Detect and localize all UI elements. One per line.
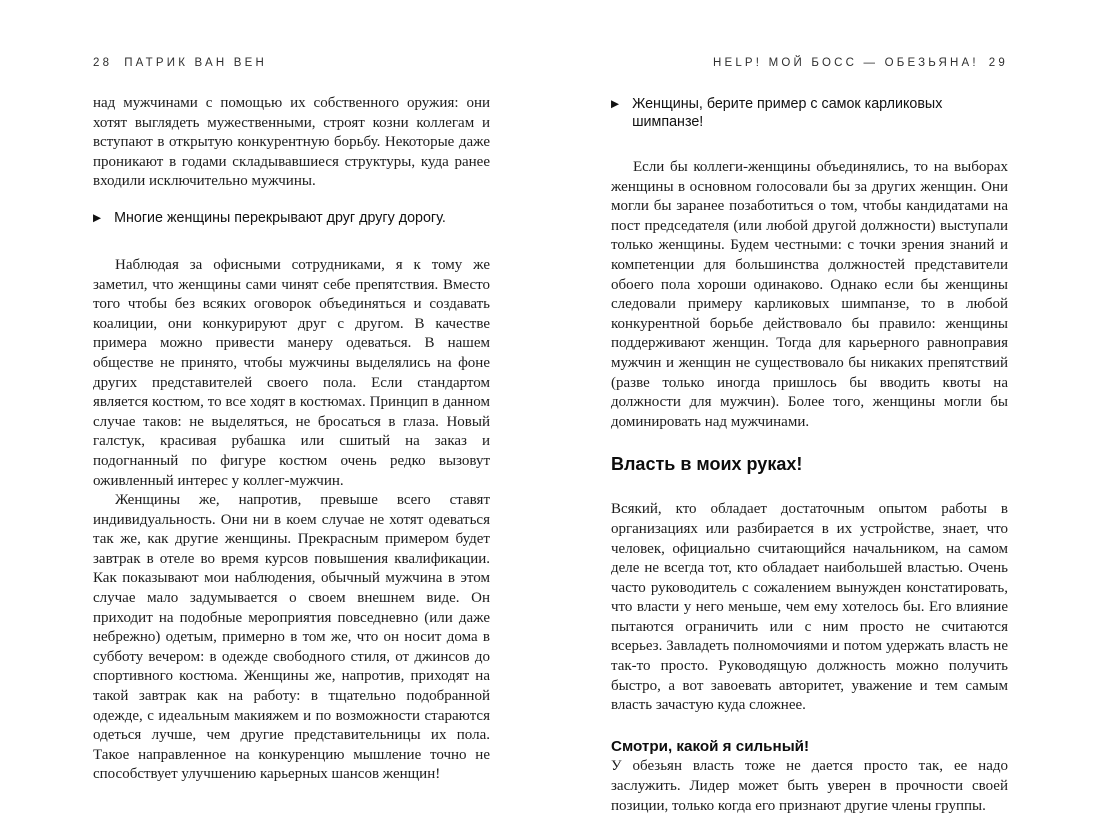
- running-head-right: [611, 57, 1008, 69]
- page-right: [611, 57, 1008, 816]
- page-left: [93, 57, 490, 785]
- body-paragraph: Наблюдая за офисными сотрудниками, я к тому же заметил, что женщины сами чинят себе препятствия. Вместо того чтобы без всяких оговорок объединяться и создавать коалиции, они конкурируют друг с другом. В качестве примера можно привести манеру одеваться. В нашем обществе не принято, чтобы мужчины выделялись на фоне других представителей своего пола. Если стандартом является костюм, то все ходят в костюмах. Принцип в данном случае таков: не выделяться, не бросаться в глаза. Новый галстук, красивая рубашка или сшитый на заказ и подогнанный по фигуре костюм очень редко вызовут оживленный интерес у коллег-мужчин.: [93, 256, 490, 489]
- section-heading: Власть в моих руках!: [611, 454, 803, 475]
- triangle-bullet-icon: ▶: [93, 211, 102, 224]
- sub-heading: Смотри, какой я сильный!: [611, 737, 810, 755]
- bullet-text: Многие женщины перекрывают друг другу дорогу.: [114, 209, 446, 226]
- body-paragraph: Если бы коллеги-женщины объединялись, то на выборах женщины в основном голосовали бы за других женщин. Они могли бы заранее позаботиться о том, чтобы кандидатами на пост председателя (или любой другой должности) выступали только женщины. Будем честными: с точки зрения знаний и компетенции для большинства должностей представители обоего пола хороши одинаково. Однако если бы женщины следовали примеру карликовых шимпанзе, то в любой конкурентной борьбе действовало бы правило: женщины поддерживают женщин. Тогда для карьерного равноправия мужчин и женщин не существовало бы никаких препятствий (разве только иногда пришлось бы вводить квоты на должности для мужчин). Более того, женщины могли бы доминировать над мужчинами.: [611, 159, 1008, 430]
- page-number-right: 29: [988, 57, 1008, 69]
- bullet-item: [611, 95, 1008, 131]
- body-paragraph: над мужчинами с помощью их собственного оружия: они хотят выглядеть мужественными, строят козни коллегам и вступают в открытую конкурентную борьбу. Некоторые даже проникают в годами складывавшиеся структуры, куда ранее входили исключительно мужчины.: [93, 95, 490, 190]
- body-paragraph: У обезьян власть тоже не дается просто так, ее надо заслужить. Лидер может быть уверен в прочности своей позиции, только когда его признают другие члены группы.: [611, 758, 1008, 814]
- page-number-left: 28: [93, 57, 113, 69]
- body-paragraph: Женщины же, напротив, превыше всего ставят индивидуальность. Они ни в коем случае не хотят одеваться так же, как другие женщины. Прекрасным примером будет завтрак в отеле во время курсов повышения квалификации. Как показывают мои наблюдения, обычный мужчина в этом случае мало задумывается о своем внешнем виде. Он приходит на подобные мероприятия повседневно (или даже небрежно) одетым, примерно в том же, что он носит дома в субботу вечером: в одежде свободного стиля, от джинсов до спортивного костюма. Женщины же, напротив, приходят на такой завтрак как на работу: в тщательно подобранной одежде, с идеальным макияжем и по возможности стараются одеться лучше, чем другие представительницы их пола. Такое направленное на конкуренцию мышление точно не способствует улучшению карьерных шансов женщин!: [93, 492, 490, 783]
- running-head-left: [93, 57, 490, 69]
- triangle-bullet-icon: ▶: [611, 98, 620, 110]
- running-head-right-title: HELP! МОЙ БОСС — ОБЕЗЬЯНА!: [712, 57, 979, 69]
- body-paragraph: Всякий, кто обладает достаточным опытом работы в организациях или разбирается в их устройстве, знает, что человек, официально считающийся начальником, на самом деле не всегда тот, кто обладает наибольшей властью. Очень часто руководитель с сожалением вынужден констатировать, что власти у него меньше, чем ему хотелось бы. Его влияние пытаются ограничить или с ним просто не считаются всерьез. Завладеть полномочиями и потом удержать власть не так-то просто. Руководящую должность можно получить быстро, а вот завоевать авторитет, уважение и тем самым власть зачастую куда сложнее.: [611, 501, 1008, 714]
- bullet-text: Женщины, берите пример с самок карликовых шимпанзе!: [632, 96, 943, 130]
- bullet-item: [93, 209, 490, 228]
- running-head-left-title: ПАТРИК ВАН ВЕН: [124, 57, 268, 69]
